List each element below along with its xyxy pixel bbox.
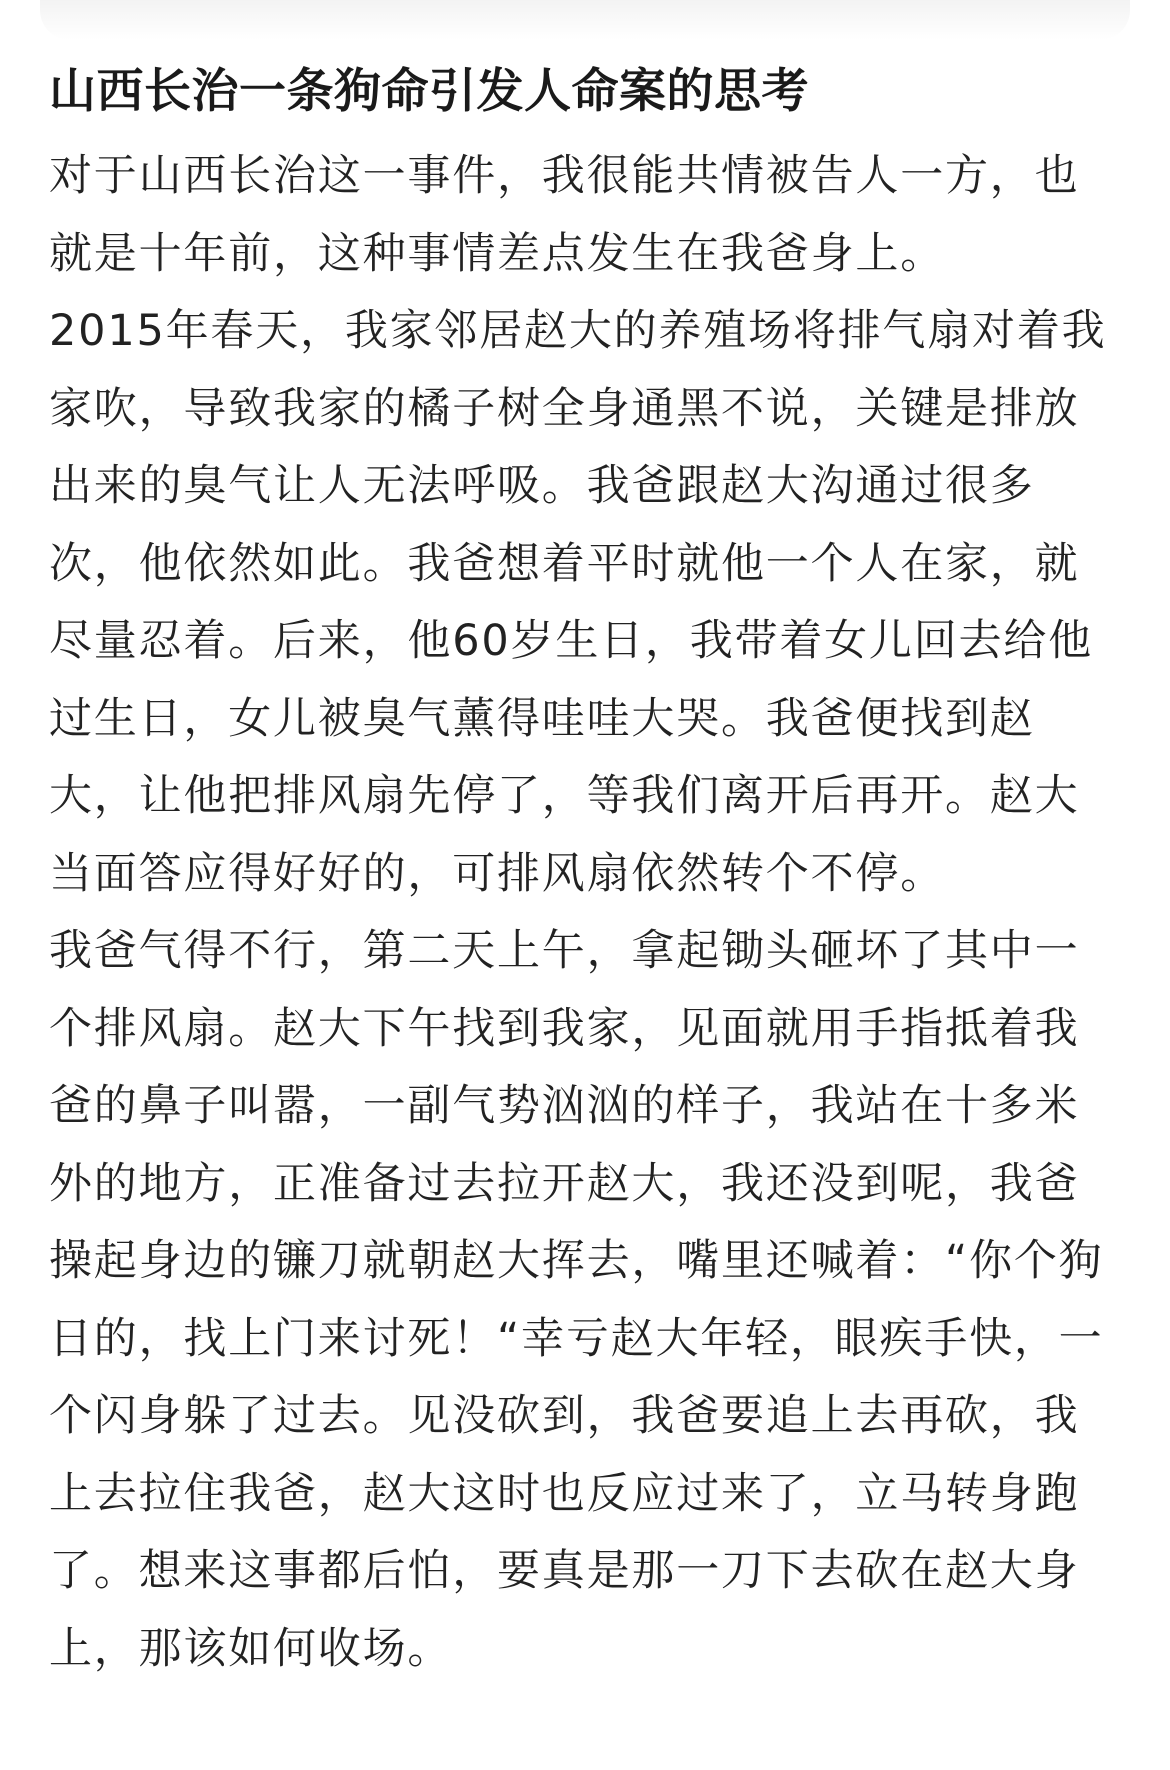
top-bar: [40, 0, 1130, 40]
article-paragraph: 2015年春天，我家邻居赵大的养殖场将排气扇对着我家吹，导致我家的橘子树全身通黑不说，关键是排放出来的臭气让人无法呼吸。我爸跟赵大沟通过很多次，他依然如此。我爸想着平时就他一个人在家，就尽量忍着。后来，他60岁生日，我带着女儿回去给他过生日，女儿被臭气薰得哇哇大哭。我爸便找到赵大，让他把排风扇先停了，等我们离开后再开。赵大当面答应得好好的，可排风扇依然转个不停。: [49, 306, 1107, 899]
article: [49, 60, 1124, 1688]
article-paragraph: 对于山西长治这一事件，我很能共情被告人一方，也就是十年前，这种事情差点发生在我爸身上。: [49, 151, 1080, 279]
article-paragraph: 我爸气得不行，第二天上午，拿起锄头砸坏了其中一个排风扇。赵大下午找到我家，见面就用手指抵着我爸的鼻子叫嚣，一副气势汹汹的样子，我站在十多米外的地方，正准备过去拉开赵大，我还没到呢，我爸操起身边的镰刀就朝赵大挥去，嘴里还喊着：“你个狗日的，找上门来讨死！“幸亏赵大年轻，眼疾手快，一个闪身躲了过去。见没砍到，我爸要追上去再砍，我上去拉住我爸，赵大这时也反应过来了，立马转身跑了。想来这事都后怕，要真是那一刀下去砍在赵大身上，那该如何收场。: [49, 926, 1104, 1674]
article-title: 山西长治一条狗命引发人命案的思考: [49, 64, 809, 119]
